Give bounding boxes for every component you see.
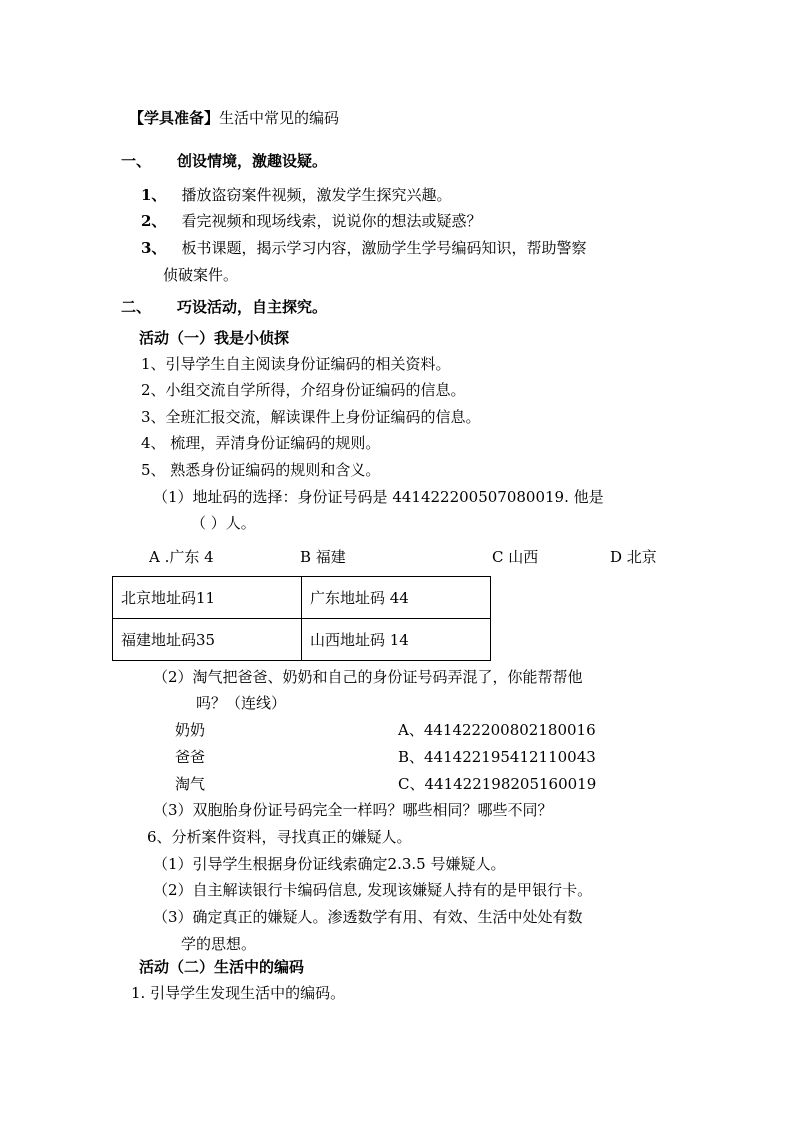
question-2: （2）淘气把爸爸、奶奶和自己的身份证号码弄混了，你能帮帮他 [153,668,583,686]
step-4: 4、 梳理，弄清身份证编码的规则。 [141,434,381,452]
match-right-a: A、441422200802180016 [398,721,596,739]
option-d: D 北京 [610,548,657,566]
option-b: B 福建 [300,548,346,566]
step-6: 6、分析案件资料，寻找真正的嫌疑人。 [147,828,412,846]
question-1: （1）地址码的选择：身份证号码是 441422200507080019. 他是 [153,488,604,506]
prep-heading [129,109,339,127]
step-6-3-cont: 学的思想。 [181,935,257,953]
section1-item-3: 3、 板书课题，揭示学习内容，激励学生学号编码知识，帮助警察 [141,239,587,257]
prep-text: 生活中常见的编码 [219,109,340,127]
table-row [113,619,491,661]
match-left-2: 爸爸 [175,748,206,766]
activity2-item-1: 1. 引导学生发现生活中的编码。 [131,984,346,1002]
match-left-3: 淘气 [175,775,206,793]
section2-title: 巧设活动，自主探究。 [177,298,328,316]
table-cell: 广东地址码 44 [302,577,491,619]
table-cell: 北京地址码11 [113,577,302,619]
match-left-1: 奶奶 [175,721,206,739]
step-6-2: （2）自主解读银行卡编码信息, 发现该嫌疑人持有的是甲银行卡。 [153,881,593,899]
step-6-1: （1）引导学生根据身份证线索确定2.3.5 号嫌疑人。 [153,855,506,873]
activity2-heading: 活动（二）生活中的编码 [139,958,305,976]
option-c: C 山西 [492,548,539,566]
table-cell: 山西地址码 14 [302,619,491,661]
step-3: 3、全班汇报交流，解读课件上身份证编码的信息。 [141,408,481,426]
question-2-cont: 吗？（连线） [196,694,287,712]
step-2: 2、小组交流自学所得，介绍身份证编码的信息。 [141,381,466,399]
section1-item-2: 2、 看完视频和现场线索，说说你的想法或疑惑？ [141,212,482,230]
section1-item-3-cont: 侦破案件。 [163,266,239,284]
address-code-table [112,576,491,661]
section2-heading [121,298,327,316]
activity1-heading: 活动（一）我是小侦探 [139,329,290,347]
prep-bracket: 【学具准备】 [129,109,220,127]
section1-heading [121,152,327,170]
section1-title: 创设情境，激趣设疑。 [177,152,328,170]
step-6-3: （3）确定真正的嫌疑人。渗透数学有用、有效、生活中处处有数 [153,908,583,926]
section1-num: 一、 [121,152,152,170]
question-1-blank: （ ）人。 [191,514,256,532]
section1-item-1: 1、 播放盗窃案件视频，激发学生探究兴趣。 [141,186,452,204]
table-cell: 福建地址码35 [113,619,302,661]
match-right-b: B、441422195412110043 [398,748,596,766]
question-3: （3）双胞胎身份证号码完全一样吗？哪些相同？哪些不同？ [153,801,553,819]
option-a: A .广东 4 [149,548,214,566]
step-5: 5、 熟悉身份证编码的规则和含义。 [141,461,381,479]
match-right-c: C、441422198205160019 [398,775,597,793]
section2-num: 二、 [121,298,152,316]
table-row [113,577,491,619]
step-1: 1、引导学生自主阅读身份证编码的相关资料。 [141,355,451,373]
